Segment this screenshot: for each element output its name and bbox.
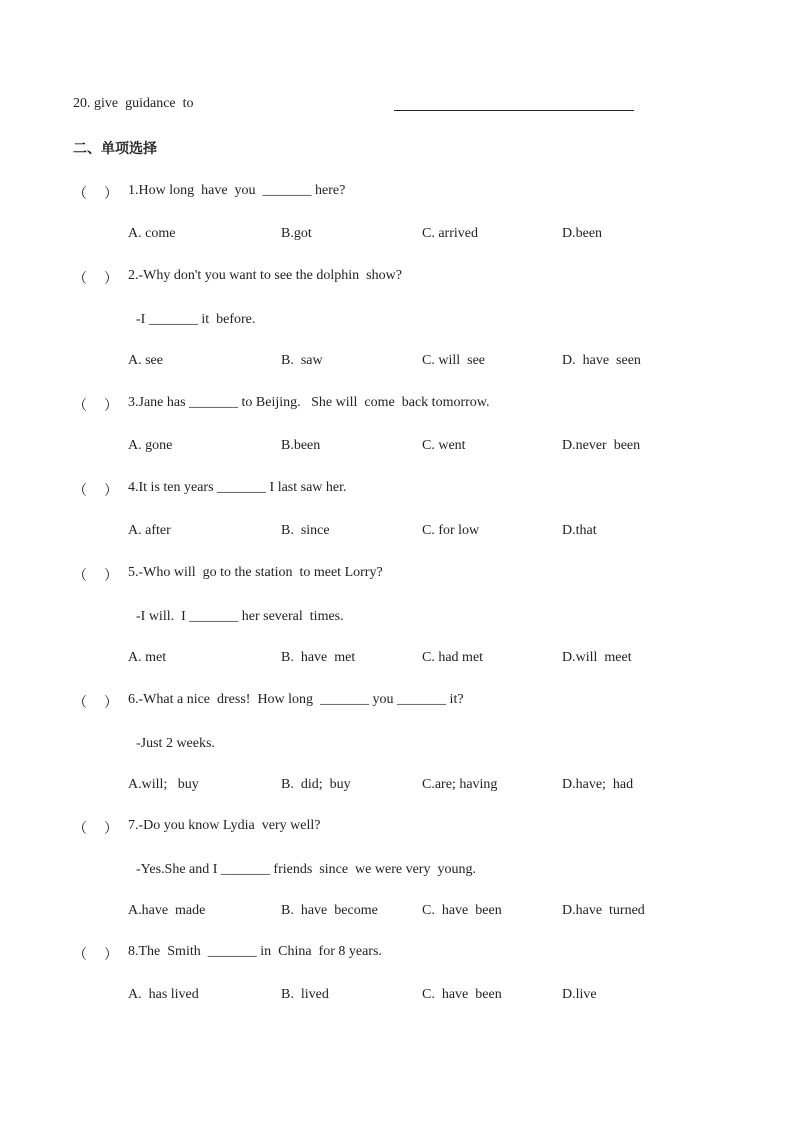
option-a[interactable]: A. after — [128, 523, 171, 538]
option-b[interactable]: B. did; buy — [281, 777, 351, 792]
option-d[interactable]: D.have turned — [562, 903, 645, 918]
answer-paren-open: （ — [73, 484, 87, 499]
answer-paren-open: （ — [73, 187, 87, 202]
question-response: -Yes.She and I _______ friends since we were very young. — [136, 862, 476, 877]
option-b[interactable]: B. saw — [281, 353, 323, 368]
answer-paren-close: ） — [104, 822, 118, 837]
option-a[interactable]: A. come — [128, 226, 176, 241]
question-stem: 8.The Smith _______ in China for 8 years. — [128, 944, 382, 959]
option-b[interactable]: B. lived — [281, 987, 329, 1002]
option-c[interactable]: C. have been — [422, 987, 502, 1002]
answer-paren-open: （ — [73, 948, 87, 963]
question-stem: 6.-What a nice dress! How long _______ you _______ it? — [128, 692, 464, 707]
answer-paren-close: ） — [104, 187, 118, 202]
answer-paren-open: （ — [73, 822, 87, 837]
option-b[interactable]: B.got — [281, 226, 312, 241]
question-response: -I _______ it before. — [136, 312, 256, 327]
option-d[interactable]: D.been — [562, 226, 603, 241]
question-stem: 2.-Why don't you want to see the dolphin show? — [128, 268, 402, 283]
option-a[interactable]: A. has lived — [128, 987, 199, 1002]
answer-paren-open: （ — [73, 399, 87, 414]
question-stem: 4.It is ten years _______ I last saw her. — [128, 480, 347, 495]
option-d[interactable]: D.will meet — [562, 650, 632, 665]
option-a[interactable]: A.will; buy — [128, 777, 199, 792]
answer-paren-close: ） — [104, 399, 118, 414]
option-c[interactable]: C.are; having — [422, 777, 498, 792]
question-stem: 5.-Who will go to the station to meet Lorry? — [128, 565, 383, 580]
answer-paren-open: （ — [73, 696, 87, 711]
option-d[interactable]: D.have; had — [562, 777, 634, 792]
option-c[interactable]: C. arrived — [422, 226, 478, 241]
answer-paren-open: （ — [73, 569, 87, 584]
option-a[interactable]: A. met — [128, 650, 167, 665]
option-c[interactable]: C. had met — [422, 650, 484, 665]
question-response: -I will. I _______ her several times. — [136, 609, 344, 624]
option-a[interactable]: A.have made — [128, 903, 206, 918]
answer-paren-close: ） — [104, 948, 118, 963]
option-d[interactable]: D.never been — [562, 438, 641, 453]
option-c[interactable]: C. went — [422, 438, 466, 453]
question-stem: 7.-Do you know Lydia very well? — [128, 818, 321, 833]
option-a[interactable]: A. gone — [128, 438, 173, 453]
item-20-text: 20. give guidance to — [73, 96, 194, 111]
option-d[interactable]: D. have seen — [562, 353, 641, 368]
option-b[interactable]: B. since — [281, 523, 330, 538]
option-c[interactable]: C. for low — [422, 523, 480, 538]
option-c[interactable]: C. will see — [422, 353, 485, 368]
option-d[interactable]: D.that — [562, 523, 597, 538]
option-b[interactable]: B.been — [281, 438, 321, 453]
section-heading: 二、单项选择 — [73, 141, 157, 157]
option-b[interactable]: B. have become — [281, 903, 378, 918]
answer-paren-close: ） — [104, 484, 118, 499]
answer-paren-close: ） — [104, 569, 118, 584]
option-c[interactable]: C. have been — [422, 903, 502, 918]
question-stem: 1.How long have you _______ here? — [128, 183, 346, 198]
question-stem: 3.Jane has _______ to Beijing. She will come back tomorrow. — [128, 395, 490, 410]
option-b[interactable]: B. have met — [281, 650, 356, 665]
option-d[interactable]: D.live — [562, 987, 597, 1002]
answer-paren-open: （ — [73, 272, 87, 287]
item-20-answer-line[interactable] — [394, 110, 634, 111]
question-response: -Just 2 weeks. — [136, 736, 215, 751]
answer-paren-close: ） — [104, 696, 118, 711]
answer-paren-close: ） — [104, 272, 118, 287]
option-a[interactable]: A. see — [128, 353, 163, 368]
